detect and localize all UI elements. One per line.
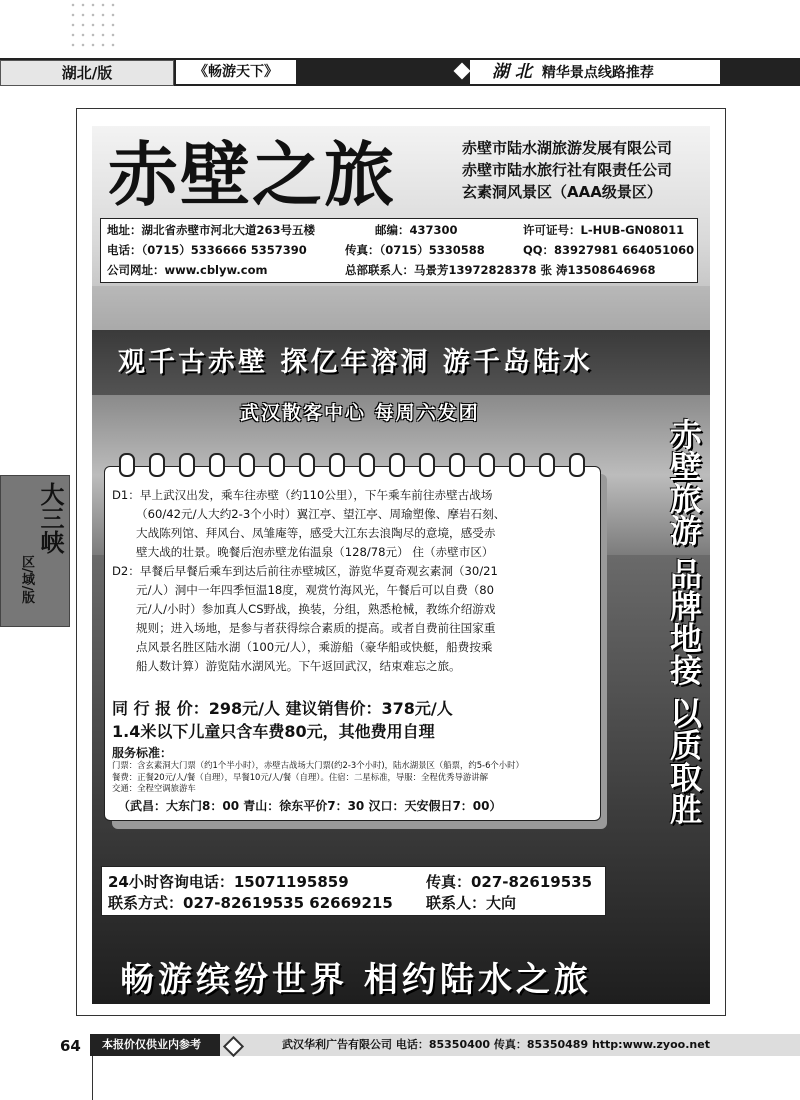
sub-slogan: 武汉散客中心 每周六发团 xyxy=(240,402,480,424)
service-transport: 交通：全程空调旅游车 xyxy=(112,783,196,793)
spiral-ring-icon xyxy=(299,453,315,477)
booking-fax: 传真：027-82619535 xyxy=(426,873,593,891)
spiral-ring-icon xyxy=(329,453,345,477)
spiral-ring-icon xyxy=(179,453,195,477)
spiral-ring-icon xyxy=(509,453,525,477)
price-line: 同 行 报 价：298元/人 建议销售价：378元/人 xyxy=(112,699,453,718)
spiral-ring-icon xyxy=(359,453,375,477)
company-name: 赤壁市陆水旅行社有限责任公司 xyxy=(462,161,673,179)
service-standards xyxy=(112,760,592,795)
service-title: 服务标准： xyxy=(112,746,173,760)
child-price-note: 1.4米以下儿童只含车费80元，其他费用自理 xyxy=(112,722,435,741)
vertical-slogan: 赤壁旅游 品牌地接 以质取胜 xyxy=(665,418,703,825)
spiral-ring-icon xyxy=(239,453,255,477)
itinerary-line: D1：早上武汉出发，乘车往赤壁（约110公里），下午乘车前往赤壁古战场 xyxy=(112,488,493,502)
spiral-ring-icon xyxy=(209,453,225,477)
itinerary-line: （60/42元/人大约2-3个小时）翼江亭、望江亭、周瑜塑像、摩岩石刻、 xyxy=(136,507,506,521)
side-tab-title: 大三峡 xyxy=(36,482,65,554)
spiral-ring-icon xyxy=(419,453,435,477)
bottom-slogan: 畅游缤纷世界 相约陆水之旅 xyxy=(120,960,592,1000)
itinerary-line: 元/人/小时）参加真人CS野战，换装，分组，熟悉枪械，教练介绍游戏 xyxy=(136,602,496,616)
hq-contacts: 总部联系人：马景芳13972828378 张 涛13508646968 xyxy=(345,263,656,277)
itinerary-line: 船人数计算）游览陆水湖风光。下午返回武汉，结束难忘之旅。 xyxy=(136,659,461,673)
spiral-ring-icon xyxy=(149,453,165,477)
spiral-ring-icon xyxy=(479,453,495,477)
main-slogan: 观千古赤壁 探亿年溶洞 游千岛陆水 xyxy=(118,347,593,378)
region-label: 湖北/版 xyxy=(0,60,174,86)
booking-contact-box xyxy=(101,866,606,916)
spiral-ring-icon xyxy=(569,453,585,477)
service-tickets: 门票：含玄素洞大门票（约1个半小时），赤壁古战场大门票(约2-3个小时)，陆水湖景区（船票，约5-6个小时） xyxy=(112,760,524,770)
qq: QQ：83927981 664051060 xyxy=(523,243,695,257)
ad-title: 赤壁之旅 xyxy=(108,133,396,216)
hotline: 24小时咨询电话：15071195859 xyxy=(108,873,349,891)
service-meals: 餐费：正餐20元/人/餐（自理），早餐10元/人/餐（自理）。住宿：二星标准，导服：全程优秀导游讲解 xyxy=(112,771,488,782)
itinerary-line: D2：早餐后早餐后乘车到达后前往赤壁城区，游览华夏奇观玄素洞（30/21 xyxy=(112,564,498,578)
spiral-ring-icon xyxy=(389,453,405,477)
company-name: 玄素洞风景区（AAA级景区） xyxy=(462,183,662,201)
header-brand-block xyxy=(470,60,720,84)
phone: 电话：（0715）5336666 5357390 xyxy=(107,243,307,257)
contact-info-box xyxy=(100,218,698,283)
departure-times: （武昌：大东门8：00 青山：徐东平价7：30 汉口：天安假日7：00） xyxy=(118,799,502,813)
itinerary-line: 大战陈列馆、拜风台、凤雏庵等，感受大江东去浪陶尽的意境，感受赤 xyxy=(136,526,496,540)
brand-name: 湖 北 xyxy=(492,62,532,82)
side-tab-subtitle: 区/域/版 xyxy=(19,555,34,604)
footer-note: 本报价仅供业内参考 xyxy=(90,1034,220,1056)
spiral-ring-icon xyxy=(449,453,465,477)
column-label: 《畅游天下》 xyxy=(176,60,296,84)
footer-agency: 武汉华利广告有限公司 电话：85350400 传真：85350489 http:www.zyoo.net xyxy=(282,1038,710,1051)
spiral-ring-icon xyxy=(269,453,285,477)
license: 许可证号：L-HUB-GN08011 xyxy=(523,223,685,237)
company-list xyxy=(462,137,672,203)
company-name: 赤壁市陆水湖旅游发展有限公司 xyxy=(462,139,673,157)
footer-divider xyxy=(92,1056,93,1100)
fax: 传真：（0715）5330588 xyxy=(345,243,485,257)
website: 公司网址：www.cblyw.com xyxy=(107,263,268,277)
itinerary-line: 规则；进入场地，是参与者获得综合素质的提高。或者自费前往国家重 xyxy=(136,621,496,635)
contact-method: 联系方式：027-82619535 62669215 xyxy=(108,894,393,912)
header-subtitle: 精华景点线路推荐 xyxy=(541,65,654,81)
address: 地址：湖北省赤壁市河北大道263号五楼 xyxy=(107,223,316,237)
spiral-ring-icon xyxy=(119,453,135,477)
contact-person: 联系人：大向 xyxy=(426,894,517,912)
itinerary xyxy=(112,486,596,676)
page-number: 64 xyxy=(60,1037,81,1055)
decorative-dots xyxy=(68,0,118,48)
spiral-ring-icon xyxy=(539,453,555,477)
itinerary-line: 元/人）洞中一年四季恒温18度，观赏竹海风光，午餐后可以自费（80 xyxy=(136,583,495,597)
postcode: 邮编：437300 xyxy=(375,223,458,237)
itinerary-line: 壁大战的壮景。晚餐后泡赤壁龙佑温泉（128/78元） 住（赤壁市区） xyxy=(136,545,494,559)
itinerary-line: 点风景名胜区陆水湖（100元/人），乘游船（豪华船或快艇，船费按乘 xyxy=(136,640,493,654)
